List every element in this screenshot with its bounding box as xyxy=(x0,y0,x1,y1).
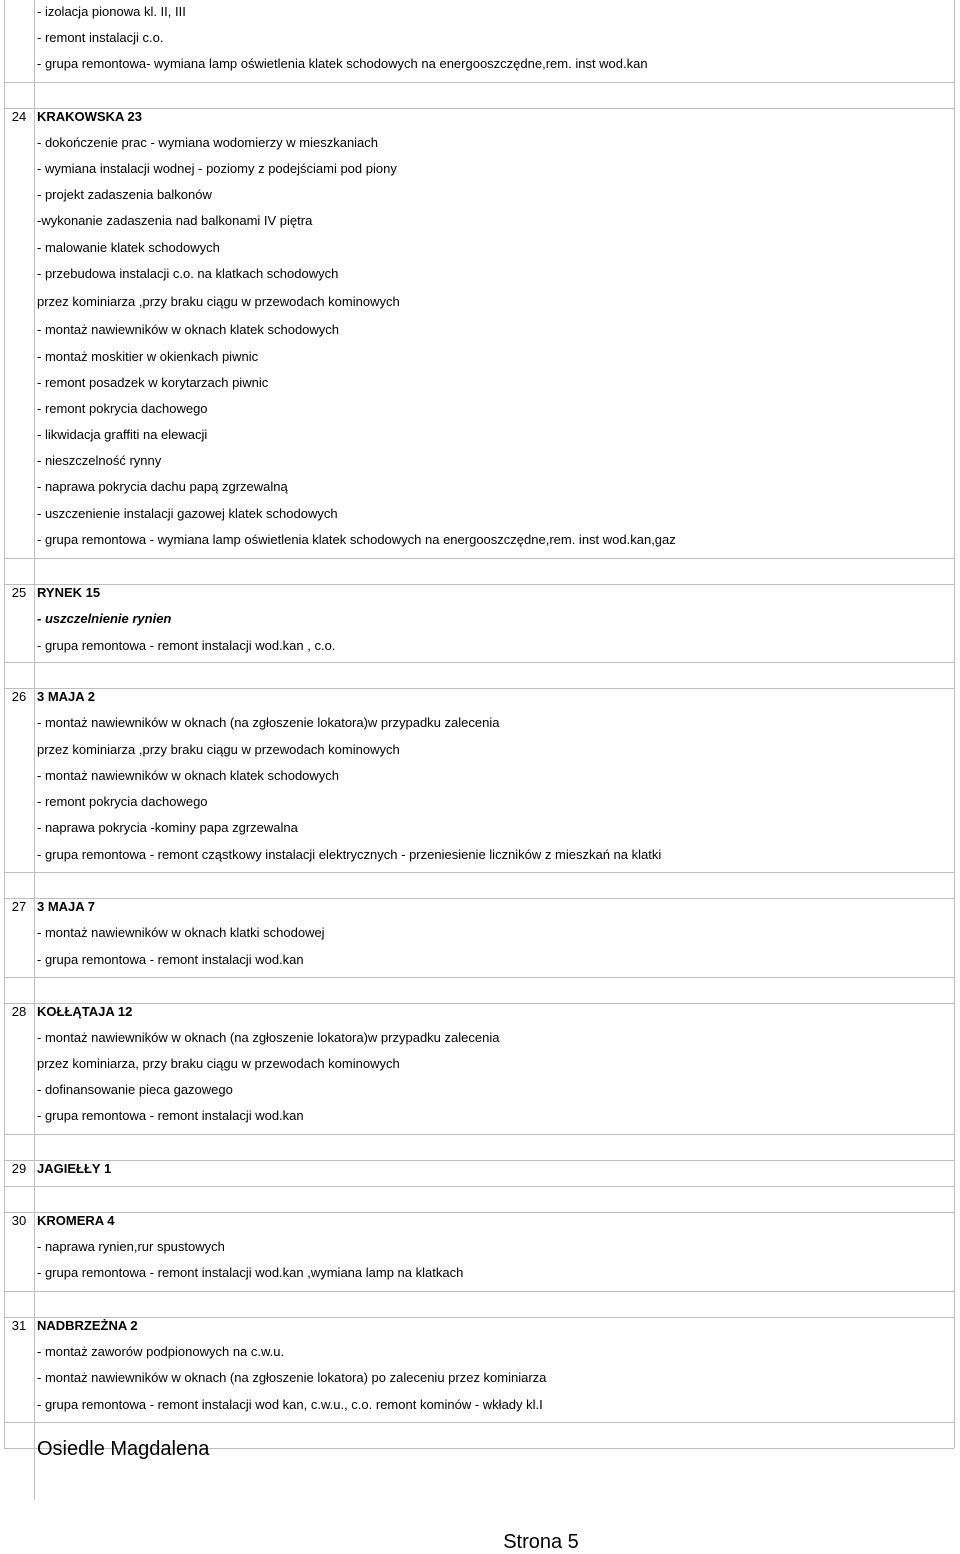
grid-line xyxy=(34,0,35,1500)
work-item-text: - uszczelnienie rynien xyxy=(37,611,172,626)
grid-line xyxy=(4,1186,954,1187)
grid-line xyxy=(4,584,954,585)
work-item-text: - remont instalacji c.o. xyxy=(37,30,164,45)
grid-line xyxy=(4,662,954,663)
grid-line xyxy=(4,1160,954,1161)
grid-line xyxy=(4,558,954,559)
work-item-text: - grupa remontowa - remont instalacji wod kan, c.w.u., c.o. remont kominów - wkłady kl.I xyxy=(37,1397,543,1412)
address-heading: NADBRZEŻNA 2 xyxy=(37,1318,138,1333)
item-number: 27 xyxy=(11,899,27,914)
address-heading: 3 MAJA 2 xyxy=(37,689,96,704)
work-item-text: - grupa remontowa - remont instalacji wod.kan xyxy=(37,1108,304,1123)
work-item-text: - montaż nawiewników w oknach (na zgłoszenie lokatora)w przypadku zalecenia xyxy=(37,715,500,730)
work-item-text: - izolacja pionowa kl. II, III xyxy=(37,4,186,19)
item-number: 25 xyxy=(11,585,27,600)
work-item-text: -wykonanie zadaszenia nad balkonami IV piętra xyxy=(37,213,313,228)
grid-line xyxy=(4,898,954,899)
grid-line xyxy=(4,1291,954,1292)
work-item-text: - grupa remontowa - remont instalacji wod.kan , c.o. xyxy=(37,638,336,653)
address-heading: KRAKOWSKA 23 xyxy=(37,109,142,124)
work-item-text: - grupa remontowa - wymiana lamp oświetlenia klatek schodowych na energooszczędne,rem. inst wod.kan,gaz xyxy=(37,532,676,547)
work-item-text: przez kominiarza, przy braku ciągu w przewodach kominowych xyxy=(37,1056,400,1071)
grid-line xyxy=(4,108,954,109)
work-item-text: - montaż nawiewników w oknach klatek schodowych xyxy=(37,768,340,783)
work-item-text: przez kominiarza ,przy braku ciągu w przewodach kominowych xyxy=(37,742,400,757)
item-number: 31 xyxy=(11,1318,27,1333)
work-item-text: - malowanie klatek schodowych xyxy=(37,240,220,255)
grid-line xyxy=(4,872,954,873)
work-item-text: - montaż zaworów podpionowych na c.w.u. xyxy=(37,1344,285,1359)
grid-line xyxy=(4,82,954,83)
work-item-text: - montaż nawiewników w oknach (na zgłoszenie lokatora)w przypadku zalecenia xyxy=(37,1030,500,1045)
work-item-text: - dofinansowanie pieca gazowego xyxy=(37,1082,233,1097)
work-item-text: - przebudowa instalacji c.o. na klatkach schodowych xyxy=(37,266,339,281)
work-item-text: - grupa remontowa - remont instalacji wod.kan ,wymiana lamp na klatkach xyxy=(37,1265,464,1280)
work-item-text: przez kominiarza ,przy braku ciągu w przewodach kominowych xyxy=(37,294,400,309)
grid-line xyxy=(4,1212,954,1213)
page-footer: Strona 5 xyxy=(503,1531,579,1553)
work-item-text: - wymiana instalacji wodnej - poziomy z podejściami pod piony xyxy=(37,161,397,176)
address-heading: KOŁŁĄTAJA 12 xyxy=(37,1004,133,1019)
item-number: 26 xyxy=(11,689,27,704)
grid-line xyxy=(954,0,955,1448)
grid-line xyxy=(4,1134,954,1135)
address-heading: JAGIEŁŁY 1 xyxy=(37,1161,112,1176)
work-item-text: - remont pokrycia dachowego xyxy=(37,401,208,416)
work-item-text: - likwidacja graffiti na elewacji xyxy=(37,427,208,442)
work-item-text: - naprawa pokrycia -kominy papa zgrzewalna xyxy=(37,820,298,835)
work-item-text: - remont pokrycia dachowego xyxy=(37,794,208,809)
work-item-text: - montaż moskitier w okienkach piwnic xyxy=(37,349,259,364)
work-item-text: - montaż nawiewników w oknach klatki schodowej xyxy=(37,925,325,940)
item-number: 29 xyxy=(11,1161,27,1176)
grid-line xyxy=(4,0,5,1448)
work-item-text: - projekt zadaszenia balkonów xyxy=(37,187,212,202)
work-item-text: Osiedle Magdalena xyxy=(37,1438,210,1460)
item-number: 24 xyxy=(11,109,27,124)
work-item-text: - naprawa rynien,rur spustowych xyxy=(37,1239,225,1254)
address-heading: RYNEK 15 xyxy=(37,585,101,600)
work-item-text: - grupa remontowa- wymiana lamp oświetlenia klatek schodowych na energooszczędne,rem. inst wod.kan xyxy=(37,56,648,71)
grid-line xyxy=(4,1003,954,1004)
work-item-text: - dokończenie prac - wymiana wodomierzy w mieszkaniach xyxy=(37,135,379,150)
item-number: 30 xyxy=(11,1213,27,1228)
work-item-text: - naprawa pokrycia dachu papą zgrzewalną xyxy=(37,479,288,494)
address-heading: 3 MAJA 7 xyxy=(37,899,96,914)
work-item-text: - montaż nawiewników w oknach klatek schodowych xyxy=(37,322,340,337)
item-number: 28 xyxy=(11,1004,27,1019)
work-item-text: - montaż nawiewników w oknach (na zgłoszenie lokatora) po zaleceniu przez kominiarza xyxy=(37,1370,547,1385)
work-item-text: - grupa remontowa - remont cząstkowy instalacji elektrycznych - przeniesienie liczników z mieszkań na klatki xyxy=(37,847,662,862)
work-item-text: - nieszczelność rynny xyxy=(37,453,162,468)
address-heading: KROMERA 4 xyxy=(37,1213,115,1228)
work-item-text: - uszczenienie instalacji gazowej klatek schodowych xyxy=(37,506,338,521)
grid-line xyxy=(4,977,954,978)
work-item-text: - grupa remontowa - remont instalacji wod.kan xyxy=(37,952,304,967)
grid-line xyxy=(4,1317,954,1318)
spreadsheet-page xyxy=(4,0,954,1500)
grid-line xyxy=(4,1422,954,1423)
work-item-text: - remont posadzek w korytarzach piwnic xyxy=(37,375,269,390)
grid-line xyxy=(4,688,954,689)
